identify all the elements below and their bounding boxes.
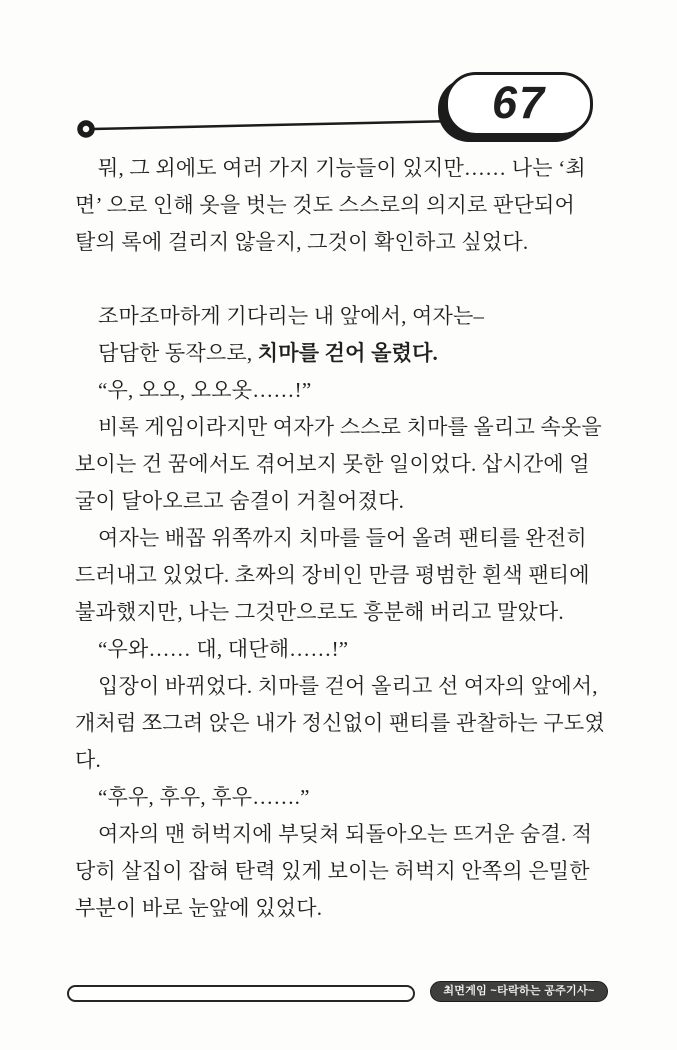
text-line xyxy=(75,742,635,779)
text-line xyxy=(75,594,635,631)
text-line xyxy=(75,705,635,742)
text-segment: 부분이 바로 눈앞에 있었다. xyxy=(75,896,323,920)
text-line xyxy=(75,890,635,927)
text-line xyxy=(75,520,635,557)
text-segment: 굴이 달아오르고 숨결이 거칠어졌다. xyxy=(75,489,405,513)
text-line xyxy=(75,446,635,483)
bold-text-segment: 치마를 걷어 올렸다. xyxy=(257,341,439,365)
body-text xyxy=(75,150,635,927)
text-line xyxy=(75,483,635,520)
text-line xyxy=(75,779,635,816)
text-segment: 드러내고 있었다. 초짜의 장비인 만큼 평범한 흰색 팬티에 xyxy=(75,563,590,587)
text-segment: 다. xyxy=(75,748,101,772)
text-segment: 담담한 동작으로, xyxy=(98,341,258,365)
text-segment: 여자는 배꼽 위쪽까지 치마를 들어 올려 팬티를 완전히 xyxy=(98,526,587,550)
text-line xyxy=(75,150,635,187)
text-segment: 비록 게임이라지만 여자가 스스로 치마를 올리고 속옷을 xyxy=(98,415,602,439)
text-segment: 뭐, 그 외에도 여러 가지 기능들이 있지만…… 나는 ‘최 xyxy=(98,156,586,180)
text-segment: 여자의 맨 허벅지에 부딪쳐 되돌아오는 뜨거운 숨결. 적 xyxy=(98,822,593,846)
text-segment: “우와…… 대, 대단해……!” xyxy=(98,637,349,661)
text-segment: 개처럼 쪼그려 앉은 내가 정신없이 팬티를 관찰하는 구도였 xyxy=(75,711,605,735)
text-segment: 당히 살집이 잡혀 탄력 있게 보이는 허벅지 안쪽의 은밀한 xyxy=(75,859,590,883)
text-segment: 면’ 으로 인해 옷을 벗는 것도 스스로의 의지로 판단되어 xyxy=(75,193,575,217)
footer-rule-bar xyxy=(67,985,415,1002)
text-line xyxy=(75,409,635,446)
text-segment: 입장이 바뀌었다. 치마를 걷어 올리고 선 여자의 앞에서, xyxy=(98,674,598,698)
footer-series-label: 최면게임 ~타락하는 공주기사~ xyxy=(443,985,595,997)
text-line xyxy=(75,187,635,224)
text-segment: “우, 오오, 오오옷……!” xyxy=(98,378,312,402)
page-number-pill xyxy=(445,72,593,136)
text-line xyxy=(75,224,635,261)
blank-line xyxy=(75,261,635,298)
text-line xyxy=(75,298,635,335)
text-line xyxy=(75,853,635,890)
text-line xyxy=(75,631,635,668)
text-segment: 보이는 건 꿈에서도 겪어보지 못한 일이었다. 삽시간에 얼 xyxy=(75,452,590,476)
text-line xyxy=(75,557,635,594)
header-ring-icon xyxy=(80,123,92,135)
page-number: 67 xyxy=(491,77,547,128)
text-segment: 탈의 록에 걸리지 않을지, 그것이 확인하고 싶었다. xyxy=(75,230,529,254)
text-segment: “후우, 후우, 후우…….” xyxy=(98,785,310,809)
text-segment: 조마조마하게 기다리는 내 앞에서, 여자는– xyxy=(98,304,485,328)
text-line xyxy=(75,668,635,705)
text-line xyxy=(75,335,635,372)
footer-series-badge xyxy=(430,981,608,1002)
text-line xyxy=(75,372,635,409)
text-line xyxy=(75,816,635,853)
header-line xyxy=(92,121,455,129)
text-segment: 불과했지만, 나는 그것만으로도 흥분해 버리고 말았다. xyxy=(75,600,564,624)
